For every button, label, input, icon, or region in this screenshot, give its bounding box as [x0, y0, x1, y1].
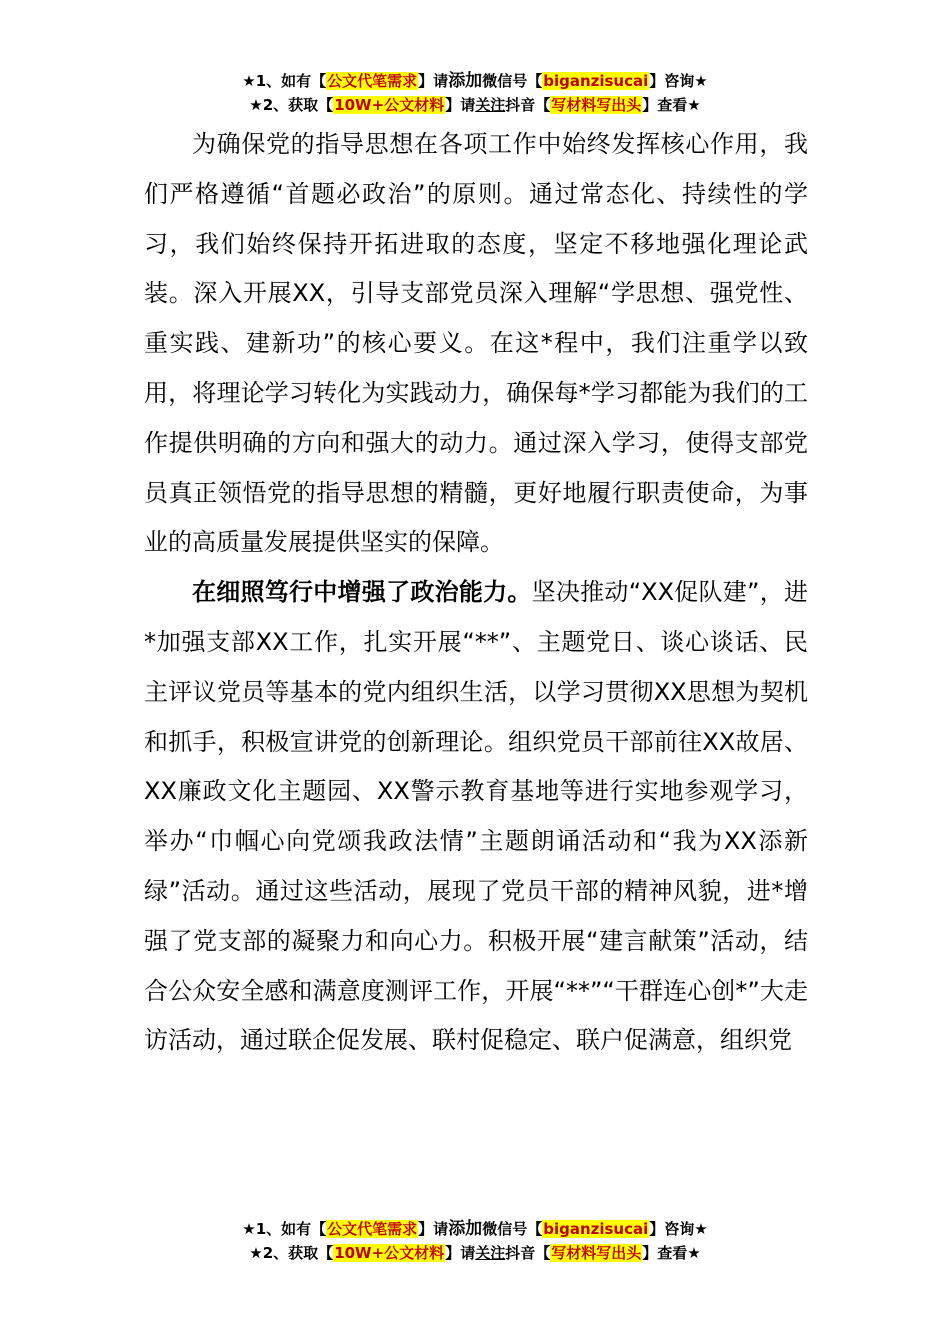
banner-text: 】咨询★ — [649, 1220, 708, 1238]
banner-emphasis: 关注 — [475, 1244, 506, 1262]
banner-text: ★1、如有【 — [242, 1220, 327, 1238]
paragraph-text: 为确保党的指导思想在各项工作中始终发挥核心作用，我们严格遵循“首题必政治”的原则。通过常态化、持续性的学习，我们始终保持开拓进取的态度，坚定不移地强化理论武装。深入开展XX，引导支部党员深入理解“学思想、强党性、重实践、建新功”的核心要义。在这*程中，我们注重学以致用，将理论学习转化为实践动力，确保每*学习都能为我们的工作提供明确的方向和强大的动力。通过深入学习，使得支部党员真正领悟党的指导思想的精髓，更好地履行职责使命，为事业的高质量发展提供坚实的保障。 — [144, 130, 808, 557]
douyin-account-highlight: 写材料写出头 — [551, 1244, 642, 1262]
document-body — [144, 120, 808, 1066]
paragraph-text: 坚决推动“XX促队建”，进*加强支部XX工作，扎实开展“**”、主题党日、谈心谈话、民主评议党员等基本的党内组织生活，以学习贯彻XX思想为契机和抓手，积极宣讲党的创新理论。组织党员干部前往XX故居、XX廉政文化主题园、XX警示教育基地等进行实地参观学习，举办“巾帼心向党颂我政法情”主题朗诵活动和“我为XX添新绿”活动。通过这些活动，展现了党员干部的精神风貌，进*增强了党支部的凝聚力和向心力。积极开展“建言献策”活动，结合公众安全感和满意度测评工作，开展“**”“干群连心创*”大走访活动，通过联企促发展、联村促稳定、联户促满意，组织党 — [144, 578, 809, 1055]
banner-highlight: 公文代笔需求 — [327, 72, 418, 90]
banner-highlight: 公文代笔需求 — [327, 1220, 418, 1238]
banner-text: 】请 — [445, 1244, 476, 1262]
banner-line-2 — [0, 1241, 950, 1265]
footer-banner — [0, 1217, 950, 1265]
paragraph-lead-heading: 在细照笃行中增强了政治能力。 — [192, 578, 532, 607]
banner-emphasis: 关注 — [475, 96, 506, 114]
banner-line-2 — [0, 93, 950, 117]
banner-text: 】请 — [445, 96, 476, 114]
banner-emphasis: 添加 — [448, 71, 483, 91]
paragraph — [144, 568, 808, 1066]
banner-highlight: 10W+公文材料 — [334, 1244, 445, 1262]
banner-text: 】查看★ — [642, 96, 701, 114]
header-banner — [0, 69, 950, 117]
banner-text: 】请 — [418, 1220, 449, 1238]
banner-text: 】请 — [418, 72, 449, 90]
banner-text: ★2、获取【 — [249, 1244, 334, 1262]
banner-line-1 — [0, 1217, 950, 1241]
banner-text: 微信号【 — [482, 72, 543, 90]
banner-text: 】查看★ — [642, 1244, 701, 1262]
banner-text: 抖音【 — [505, 96, 551, 114]
banner-text: 微信号【 — [482, 1220, 543, 1238]
paragraph — [144, 120, 808, 568]
banner-text: ★2、获取【 — [249, 96, 334, 114]
wechat-id-highlight: biganzisucai — [543, 72, 649, 90]
banner-text: ★1、如有【 — [242, 72, 327, 90]
douyin-account-highlight: 写材料写出头 — [551, 96, 642, 114]
banner-emphasis: 添加 — [448, 1219, 483, 1239]
banner-highlight: 10W+公文材料 — [334, 96, 445, 114]
banner-text: 】咨询★ — [649, 72, 708, 90]
wechat-id-highlight: biganzisucai — [543, 1220, 649, 1238]
banner-line-1 — [0, 69, 950, 93]
banner-text: 抖音【 — [505, 1244, 551, 1262]
